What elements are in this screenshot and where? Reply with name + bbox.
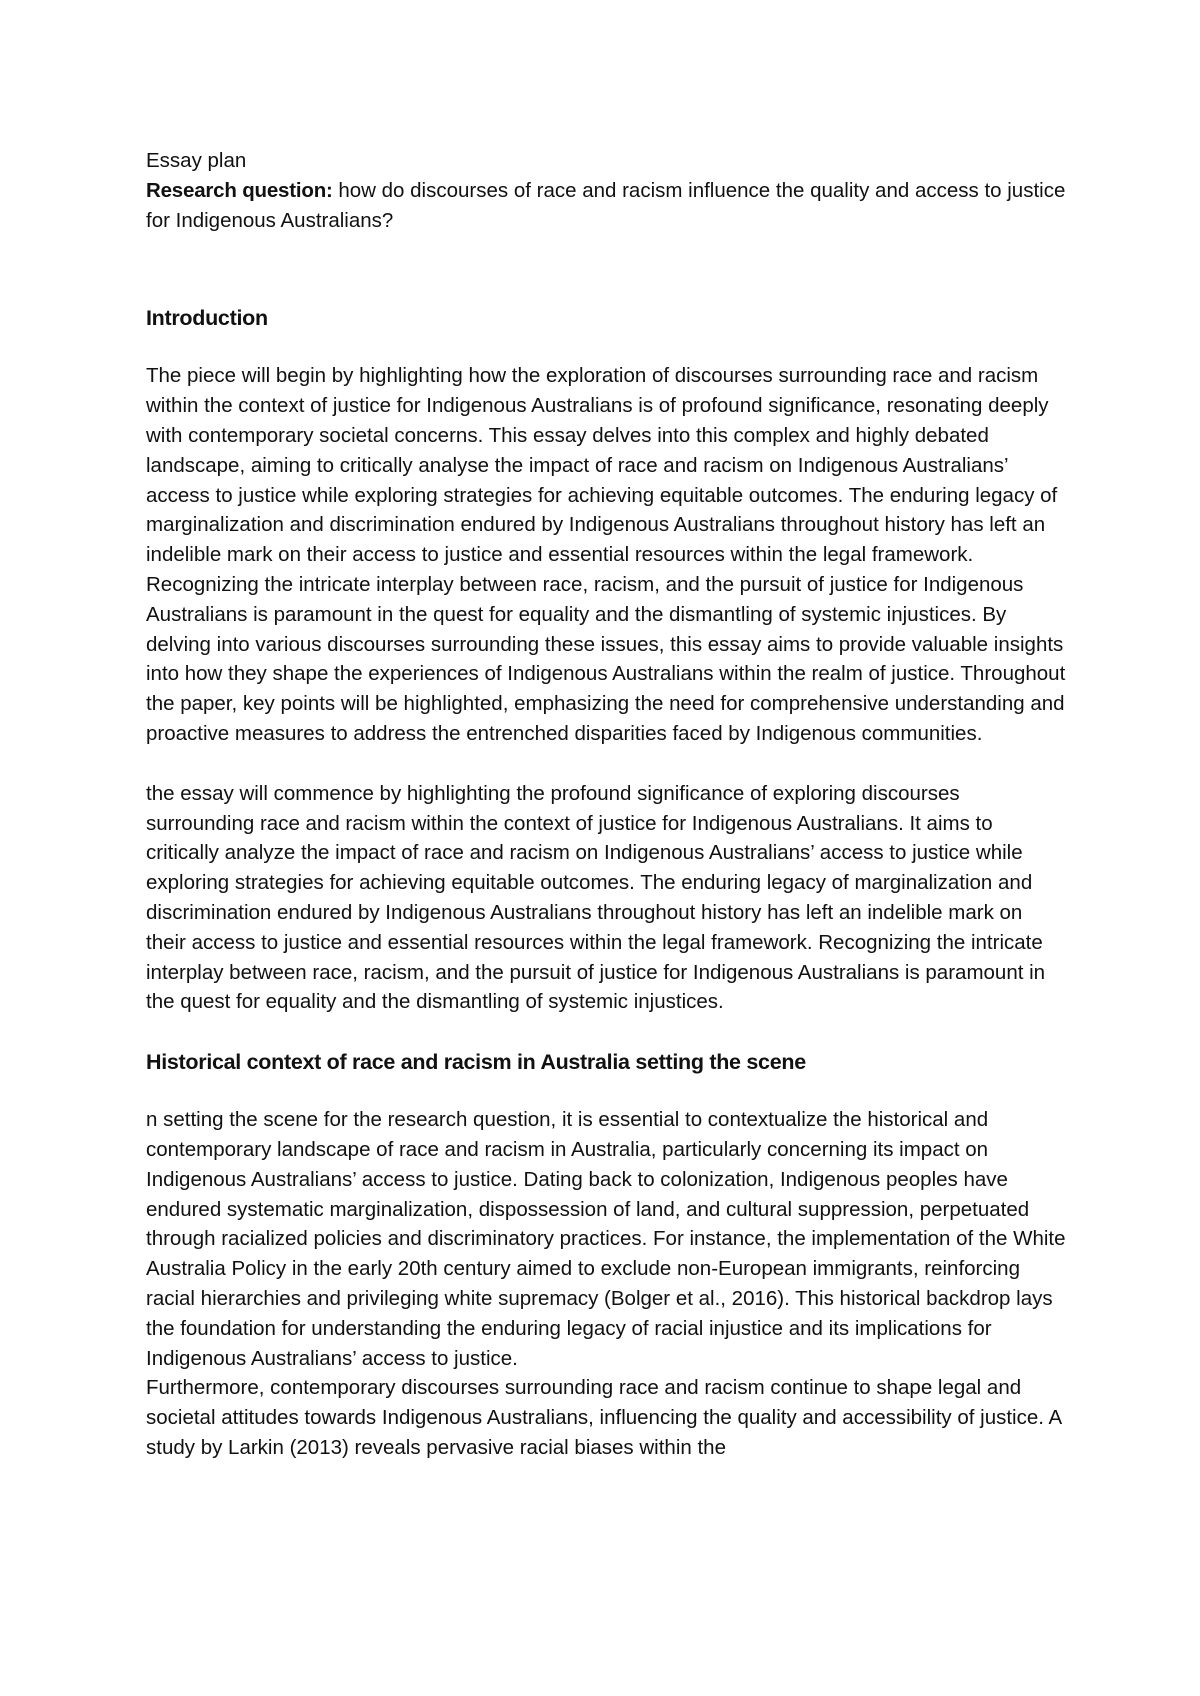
historical-paragraph-2: Furthermore, contemporary discourses surrounding race and racism continue to shape legal and societal attitudes towards Indigenous Australians, influencing the quality and accessibility of justice. A study by Larkin (2013) reveals pervasive racial biases within the	[146, 1376, 1062, 1459]
historical-paragraph-1: n setting the scene for the research question, it is essential to contextualize the historical and contemporary landscape of race and racism in Australia, particularly concerning its impact on Indigenous Australians’ access to justice. Dating back to colonization, Indigenous peoples have endured systematic marginalization, dispossession of land, and cultural suppression, perpetuated through racialized policies and discriminatory practices. For instance, the implementation of the White Australia Policy in the early 20th century aimed to exclude non-European immigrants, reinforcing racial hierarchies and privileging white supremacy (Bolger et al., 2016). This historical backdrop lays the foundation for understanding the enduring legacy of racial injustice and its implications for Indigenous Australians’ access to justice.	[146, 1108, 1066, 1370]
introduction-paragraph-2: the essay will commence by highlighting the profound significance of exploring discourses surrounding race and racism within the context of justice for Indigenous Australians. It aims to critically analyze the impact of race and racism on Indigenous Australians’ access to justice while exploring strategies for achieving equitable outcomes. The enduring legacy of marginalization and discrimination endured by Indigenous Australians throughout history has left an indelible mark on their access to justice and essential resources within the legal framework. Recognizing the intricate interplay between race, racism, and the pursuit of justice for Indigenous Australians is paramount in the quest for equality and the dismantling of systemic injustices.	[146, 781, 1046, 1014]
section-heading-introduction: Introduction	[146, 306, 268, 331]
document-body	[146, 146, 1066, 1463]
research-question-label: Research question:	[146, 178, 333, 202]
research-question	[146, 176, 1066, 236]
introduction-paragraph-1: The piece will begin by highlighting how the exploration of discourses surrounding race and racism within the context of justice for Indigenous Australians is of profound significance, resonating deeply with contemporary societal concerns. This essay delves into this complex and highly debated landscape, aiming to critically analyse the impact of race and racism on Indigenous Australians’ access to justice while exploring strategies for achieving equitable outcomes. The enduring legacy of marginalization and discrimination endured by Indigenous Australians throughout history has left an indelible mark on their access to justice and essential resources within the legal framework. Recognizing the intricate interplay between race, racism, and the pursuit of justice for Indigenous Australians is paramount in the quest for equality and the dismantling of systemic injustices. By delving into various discourses surrounding these issues, this essay aims to provide valuable insights into how they shape the experiences of Indigenous Australians within the realm of justice. Throughout the paper, key points will be highlighted, emphasizing the need for comprehensive understanding and proactive measures to address the entrenched disparities faced by Indigenous communities.	[146, 364, 1066, 745]
section-heading-historical-context: Historical context of race and racism in Australia setting the scene	[146, 1050, 806, 1075]
document-title: Essay plan	[146, 149, 247, 172]
research-question-text: how do discourses of race and racism influence the quality and access to justice for Indigenous Australians?	[146, 178, 1066, 232]
